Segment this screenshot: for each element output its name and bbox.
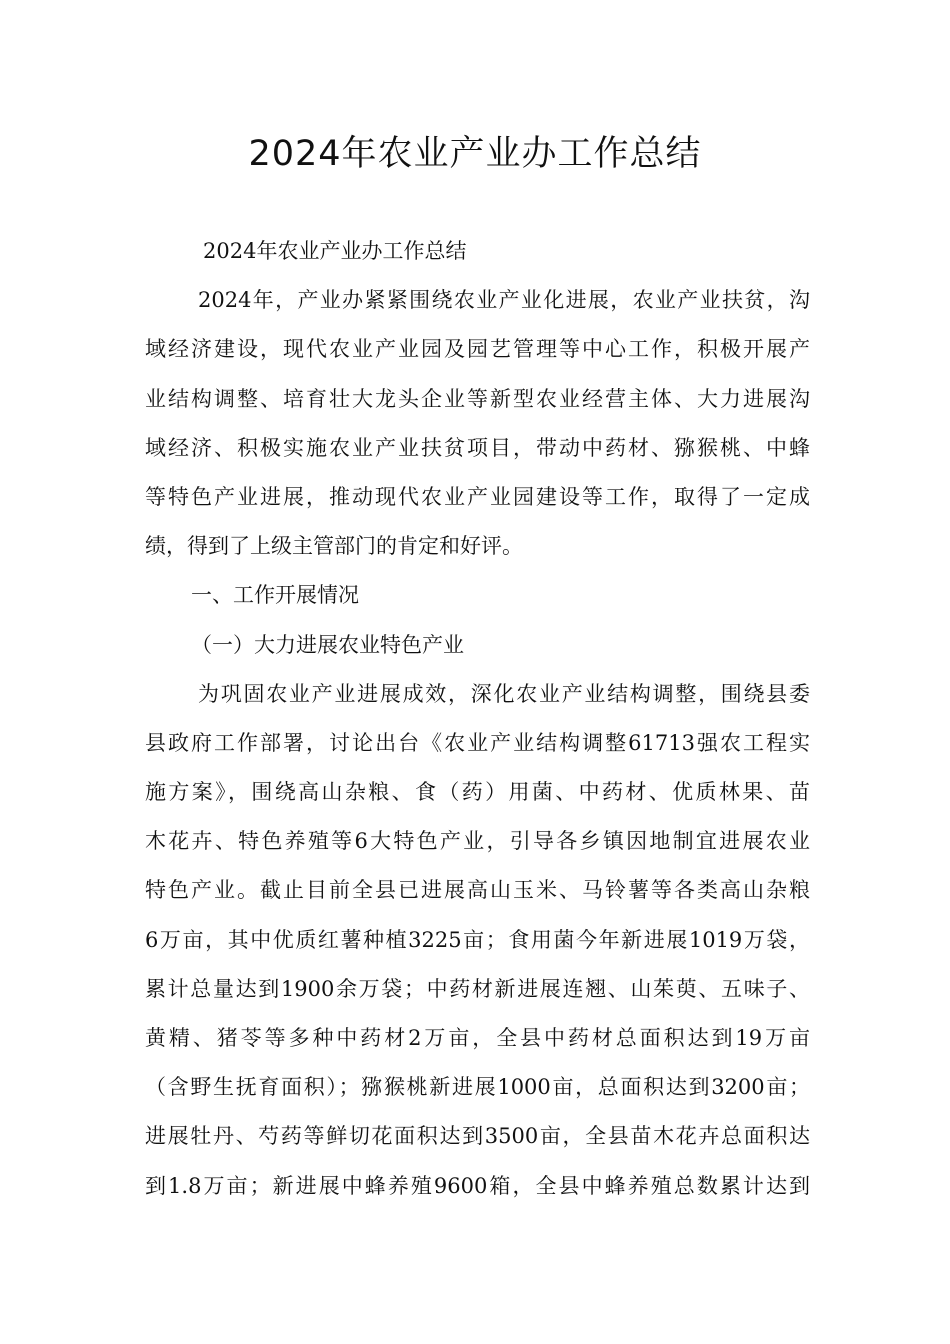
paragraph-2-line-8: 黄精、猪苓等多种中药材2万亩，全县中药材总面积达到19万亩 <box>145 1026 810 1050</box>
document-title: 2024年农业产业办工作总结 <box>248 134 702 174</box>
subsection-1-heading: （一）大力进展农业特色产业 <box>191 632 464 657</box>
paragraph-2-line-6: 6万亩，其中优质红薯种植3225亩；食用菌今年新进展1019万袋， <box>145 927 810 952</box>
paragraph-2-line-9: （含野生抚育面积）；猕猴桃新进展1000亩，总面积达到3200亩； <box>145 1075 810 1100</box>
paragraph-1-line-5: 等特色产业进展，推动现代农业产业园建设等工作，取得了一定成 <box>145 484 810 509</box>
document-subtitle: 2024年农业产业办工作总结 <box>203 239 467 263</box>
paragraph-2-line-7: 累计总量达到1900余万袋；中药材新进展连翘、山茱萸、五味子、 <box>145 976 810 1001</box>
section-1-heading: 一、工作开展情况 <box>191 583 359 608</box>
paragraph-1-line-3: 业结构调整、培育壮大龙头企业等新型农业经营主体、大力进展沟 <box>145 386 810 411</box>
paragraph-2-line-5: 特色产业。截止目前全县已进展高山玉米、马铃薯等各类高山杂粮 <box>145 878 810 903</box>
paragraph-2-line-10: 进展牡丹、芍药等鲜切花面积达到3500亩，全县苗木花卉总面积达 <box>145 1124 810 1149</box>
document-body <box>145 227 810 1211</box>
paragraph-1-line-4: 域经济、积极实施农业产业扶贫项目，带动中药材、猕猴桃、中蜂 <box>145 435 810 460</box>
paragraph-2-line-1: 为巩固农业产业进展成效，深化农业产业结构调整，围绕县委 <box>198 681 810 706</box>
paragraph-2-line-2: 县政府工作部署，讨论出台《农业产业结构调整61713强农工程实 <box>145 730 810 755</box>
paragraph-1-line-1: 2024年，产业办紧紧围绕农业产业化进展，农业产业扶贫，沟 <box>198 288 810 313</box>
paragraph-1-line-6: 绩，得到了上级主管部门的肯定和好评。 <box>145 534 523 559</box>
paragraph-2-line-4: 木花卉、特色养殖等6大特色产业，引导各乡镇因地制宜进展农业 <box>145 829 810 854</box>
paragraph-2-line-11: 到1.8万亩；新进展中蜂养殖9600箱，全县中蜂养殖总数累计达到 <box>145 1173 810 1198</box>
paragraph-2-line-3: 施方案》，围绕高山杂粮、食（药）用菌、中药材、优质林果、苗 <box>145 780 810 805</box>
paragraph-1-line-2: 域经济建设，现代农业产业园及园艺管理等中心工作，积极开展产 <box>145 337 810 362</box>
